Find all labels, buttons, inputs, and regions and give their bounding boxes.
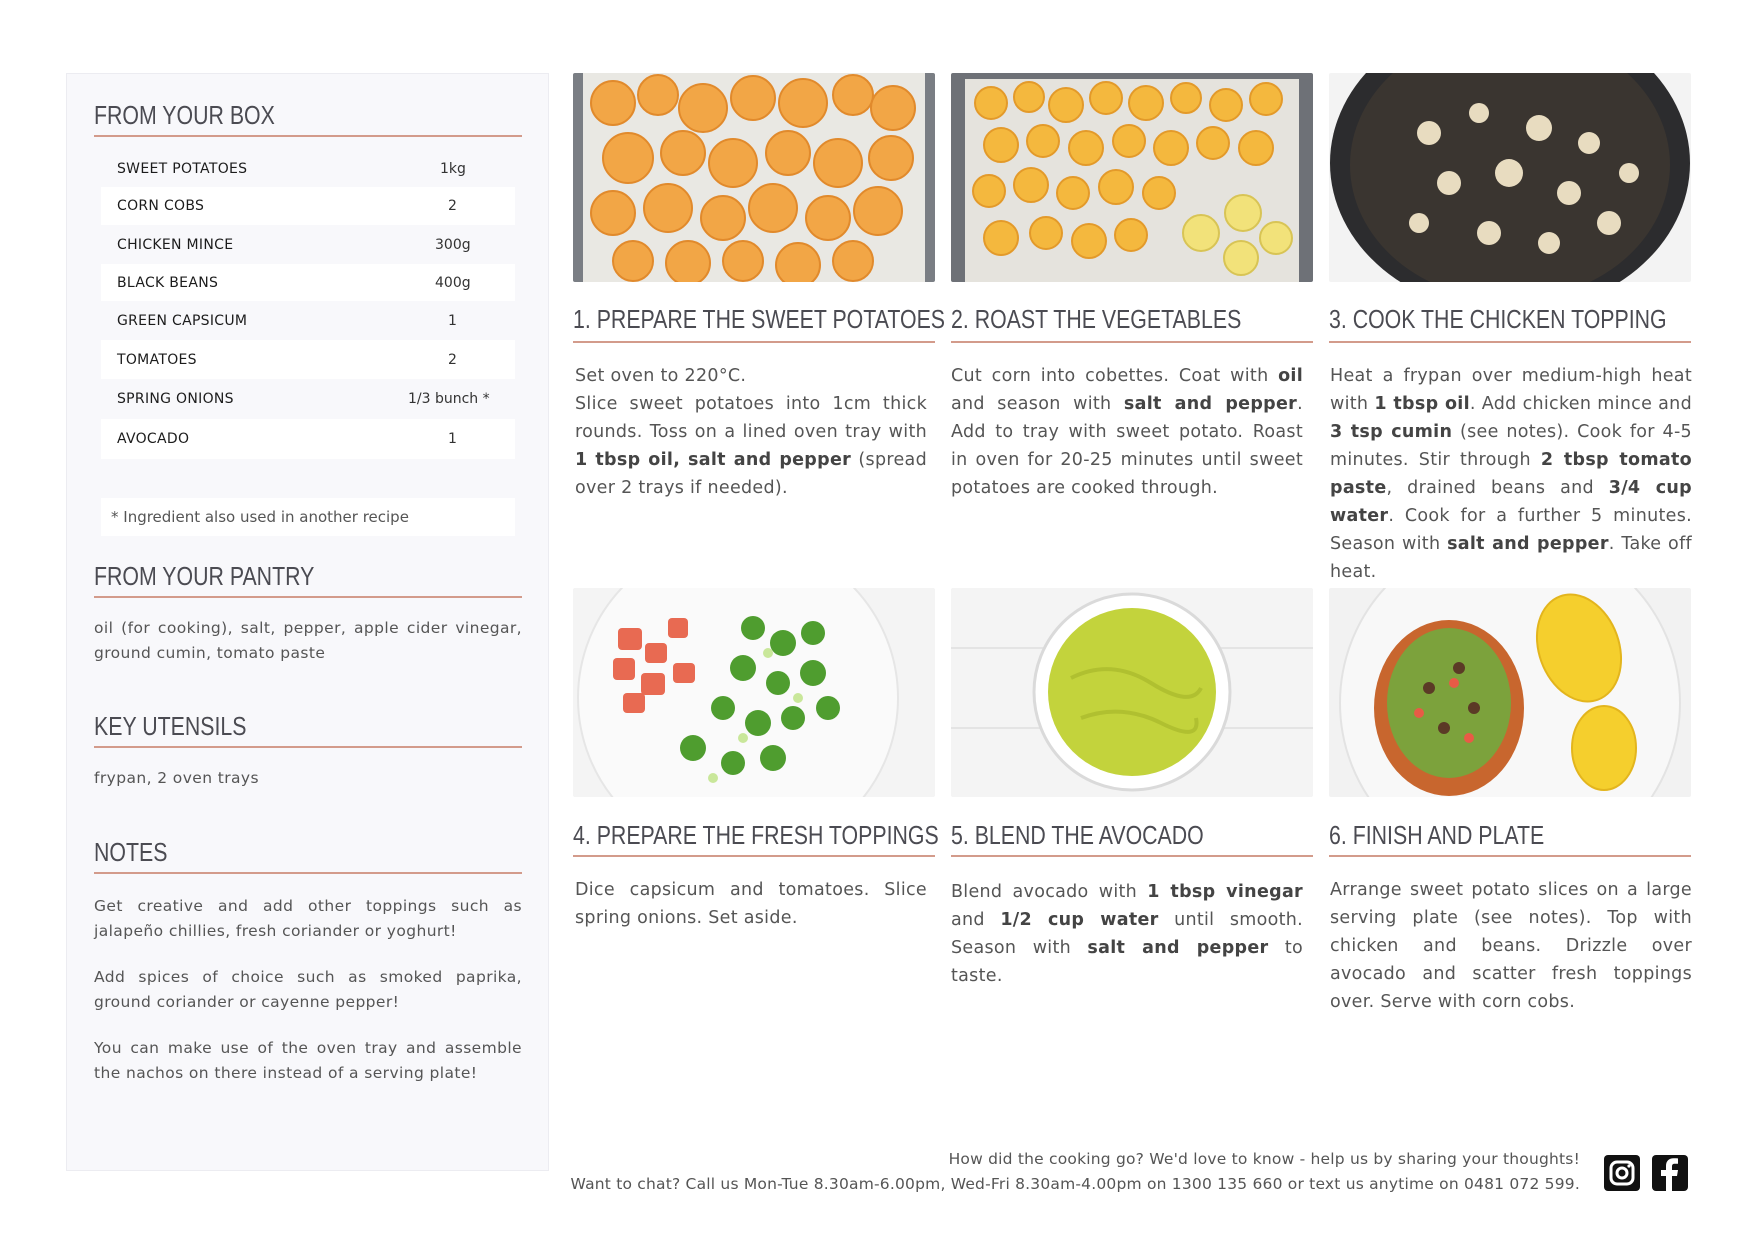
step-title: 5. BLEND THE AVOCADO	[951, 820, 1204, 850]
step-6-instructions: Arrange sweet potato slices on a large serving plate (see notes). Top with chicken and beans. Drizzle over avocado and scatter fresh toppings over. Serve with corn cobs.	[1330, 880, 1692, 1012]
photo-finished-plate	[1329, 588, 1691, 797]
step-rule	[573, 341, 935, 343]
instagram-icon[interactable]	[1604, 1155, 1640, 1191]
finished-plate-illustration	[1329, 588, 1691, 797]
notes-heading: NOTES	[94, 837, 168, 867]
ingredient-row: AVOCADO 1	[101, 419, 515, 459]
pantry-text: oil (for cooking), salt, pepper, apple cider vinegar, ground cumin, tomato paste	[94, 619, 522, 662]
step-title: 1. PREPARE THE SWEET POTATOES	[573, 304, 946, 334]
step-title: 6. FINISH AND PLATE	[1329, 820, 1545, 850]
heading-rule	[94, 596, 522, 598]
step-rule	[951, 341, 1313, 343]
ingredient-row: CHICKEN MINCE 300g	[117, 236, 471, 253]
photo-sweet-potato-tray	[573, 73, 935, 282]
step-title: 2. ROAST THE VEGETABLES	[951, 304, 1242, 334]
from-box-heading: FROM YOUR BOX	[94, 100, 275, 130]
heading-rule	[94, 872, 522, 874]
frypan-illustration	[1329, 73, 1691, 282]
photo-fresh-toppings	[573, 588, 935, 797]
ingredients-panel	[66, 73, 549, 1171]
step-rule	[1329, 855, 1691, 857]
photo-chicken-frypan	[1329, 73, 1691, 282]
ingredient-row: BLACK BEANS 400g	[101, 264, 515, 301]
heading-rule	[94, 746, 522, 748]
step-1-instructions: Set oven to 220°C. Slice sweet potatoes into 1cm thick rounds. Toss on a lined oven tray with 1 tbsp oil, salt and pepper (spread over 2 trays if needed).	[575, 366, 927, 498]
note-paragraph: Get creative and add other toppings such as jalapeño chillies, fresh coriander or yoghurt!	[94, 897, 522, 940]
step-4-instructions: Dice capsicum and tomatoes. Slice spring onions. Set aside.	[575, 880, 927, 928]
ingredient-row: TOMATOES 2	[101, 340, 515, 379]
facebook-icon[interactable]	[1652, 1155, 1688, 1191]
ingredient-footnote: * Ingredient also used in another recipe	[101, 498, 515, 536]
roast-tray-illustration	[951, 73, 1313, 282]
note-paragraph: Add spices of choice such as smoked paprika, ground coriander or cayenne pepper!	[94, 968, 522, 1011]
utensils-heading: KEY UTENSILS	[94, 711, 247, 741]
step-5-instructions: Blend avocado with 1 tbsp vinegar and 1/2 cup water until smooth. Season with salt and pepper to taste.	[951, 882, 1304, 986]
sweet-potato-tray-illustration	[573, 73, 935, 282]
note-paragraph: You can make use of the oven tray and assemble the nachos on there instead of a serving plate!	[94, 1039, 522, 1082]
heading-rule	[94, 135, 522, 137]
step-rule	[1329, 341, 1691, 343]
contact-line: Want to chat? Call us Mon-Tue 8.30am-6.00pm, Wed-Fri 8.30am-4.00pm on 1300 135 660 or text us anytime on 0481 072 599.	[570, 1175, 1580, 1193]
feedback-line: How did the cooking go? We'd love to know - help us by sharing your thoughts!	[948, 1150, 1580, 1168]
step-rule	[573, 855, 935, 857]
pantry-heading: FROM YOUR PANTRY	[94, 561, 315, 591]
step-2-instructions: Cut corn into cobettes. Coat with oil and season with salt and pepper. Add to tray with sweet potato. Roast in oven for 20-25 minutes until sweet potatoes are cooked through.	[951, 366, 1303, 498]
utensils-text: frypan, 2 oven trays	[94, 769, 259, 787]
ingredient-row: SWEET POTATOES 1kg	[117, 160, 466, 177]
step-3-instructions: Heat a frypan over medium-high heat with 1 tbsp oil. Add chicken mince and 3 tsp cumin (see notes). Cook for 4-5 minutes. Stir through 2 tbsp tomato paste, drained beans and 3/4 cup water. Cook for a further 5 minutes. Season with salt and pepper. Take off heat.	[1330, 366, 1693, 582]
avocado-bowl-illustration	[951, 588, 1313, 797]
ingredient-row: CORN COBS 2	[101, 187, 515, 225]
photo-roast-tray	[951, 73, 1313, 282]
ingredient-row: SPRING ONIONS 1/3 bunch *	[117, 391, 490, 407]
step-rule	[951, 855, 1313, 857]
fresh-toppings-illustration	[573, 588, 935, 797]
step-title: 3. COOK THE CHICKEN TOPPING	[1329, 304, 1667, 334]
ingredient-row: GREEN CAPSICUM 1	[117, 312, 457, 329]
ingredient-table	[101, 150, 515, 459]
photo-avocado-sauce	[951, 588, 1313, 797]
step-title: 4. PREPARE THE FRESH TOPPINGS	[573, 820, 939, 850]
